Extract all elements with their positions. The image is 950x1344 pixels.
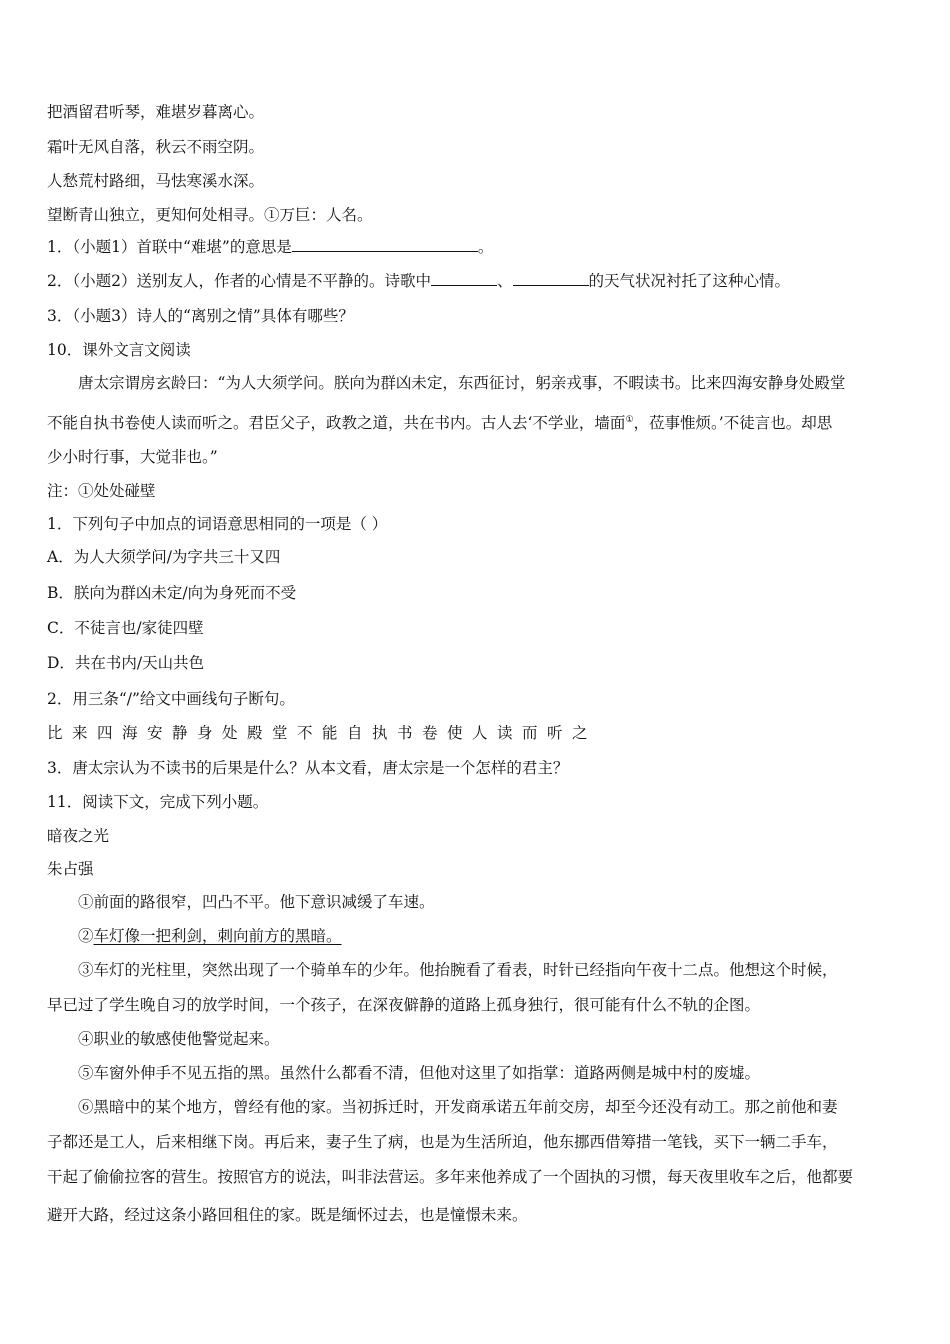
story-paragraph-3-line-1: ③车灯的光柱里，突然出现了一个骑单车的少年。他抬腕看了看表，时针已经指向午夜十二点。他想这个时候， bbox=[78, 961, 838, 979]
question-1: 1．下列句子中加点的词语意思相同的一项是（ ） bbox=[47, 515, 388, 533]
story-paragraph-1: ①前面的路很窄，凹凸不平。他下意识减缓了车速。 bbox=[78, 893, 435, 911]
footnote: 注：①处处碰壁 bbox=[47, 482, 156, 500]
section-11-heading: 11．阅读下文，完成下列小题。 bbox=[47, 793, 269, 811]
story-title: 暗夜之光 bbox=[47, 827, 110, 845]
story-paragraph-5: ⑤车窗外伸手不见五指的黑。虽然什么都看不清，但他对这里了如指掌：道路两侧是城中村的废墟。 bbox=[78, 1064, 761, 1082]
option-c: C．不徒言也/家徒四壁 bbox=[47, 619, 204, 637]
story-paragraph-6-line-3: 干起了偷偷拉客的营生。按照官方的说法，叫非法营运。多年来他养成了一个固执的习惯，每天夜里收车之后，他都要 bbox=[47, 1168, 854, 1186]
passage-line-2: 不能自执书卷使人读而听之。君臣父子，政教之道，共在书内。古人去‘不学业，墙面①，莅事惟烦。’不徒言也。却思 bbox=[47, 414, 833, 433]
question-3: 3．唐太宗认为不读书的后果是什么？从本文看，唐太宗是一个怎样的君主？ bbox=[47, 759, 569, 777]
poem-question-2: 2．（小题2）送别友人，作者的心情是不平静的。诗歌中 、 的天气状况衬托了这种心情。 bbox=[47, 272, 791, 290]
section-10-heading: 10．课外文言文阅读 bbox=[47, 341, 191, 359]
option-b: B．朕向为群凶未定/向为身死而不受 bbox=[47, 584, 297, 602]
answer-blank[interactable] bbox=[292, 236, 478, 252]
poem-question-3: 3．（小题3）诗人的“离别之情”具体有哪些？ bbox=[47, 307, 354, 325]
question-2: 2．用三条“/”给文中画线句子断句。 bbox=[47, 690, 295, 708]
story-paragraph-6-line-2: 子都还是工人，后来相继下岗。再后来，妻子生了病，也是为生活所迫，他东挪西借筹措一笔钱，买下一辆二手车， bbox=[47, 1133, 838, 1151]
passage-line-3: 少小时行事，大觉非也。” bbox=[47, 448, 218, 466]
footnote-marker: ① bbox=[625, 415, 634, 425]
answer-blank[interactable] bbox=[431, 270, 497, 286]
story-paragraph-3-line-2: 早已过了学生晚自习的放学时间，一个孩子，在深夜僻静的道路上孤身独行，很可能有什么不轨的企图。 bbox=[47, 996, 761, 1014]
story-author: 朱占强 bbox=[47, 860, 94, 878]
option-a: A．为人大须学问/为字共三十又四 bbox=[47, 548, 281, 566]
story-paragraph-2: ②车灯像一把利剑，刺向前方的黑暗。 bbox=[78, 927, 342, 945]
story-paragraph-6-line-4: 避开大路，经过这条小路回租住的家。既是缅怀过去，也是憧憬未来。 bbox=[47, 1206, 528, 1224]
underlined-sentence: 车灯像一把利剑，刺向前方的黑暗。 bbox=[93, 927, 342, 945]
option-d: D．共在书内/天山共色 bbox=[47, 654, 205, 672]
answer-blank[interactable] bbox=[513, 270, 589, 286]
poem-question-1: 1．（小题1）首联中“难堪”的意思是 。 bbox=[47, 238, 494, 256]
break-sentence: 比来四海安静身处殿堂不能自执书卷使人读而听之 bbox=[47, 724, 598, 742]
poem-line-2: 霜叶无风自落，秋云不雨空阴。 bbox=[47, 138, 265, 156]
poem-line-4: 望断青山独立，更知何处相寻。①万巨：人名。 bbox=[47, 206, 373, 224]
story-paragraph-4: ④职业的敏感使他警觉起来。 bbox=[78, 1030, 280, 1048]
story-paragraph-6-line-1: ⑥黑暗中的某个地方，曾经有他的家。当初拆迁时，开发商承诺五年前交房，却至今还没有动工。那之前他和妻 bbox=[78, 1098, 838, 1116]
poem-line-1: 把酒留君听琴，难堪岁暮离心。 bbox=[47, 103, 265, 121]
poem-line-3: 人愁荒村路细，马怯寒溪水深。 bbox=[47, 172, 265, 190]
passage-line-1: 唐太宗谓房玄龄曰：“为人大须学问。朕向为群凶未定，东西征讨，躬亲戎事，不暇读书。比来四海安静身处殿堂 bbox=[78, 374, 846, 392]
